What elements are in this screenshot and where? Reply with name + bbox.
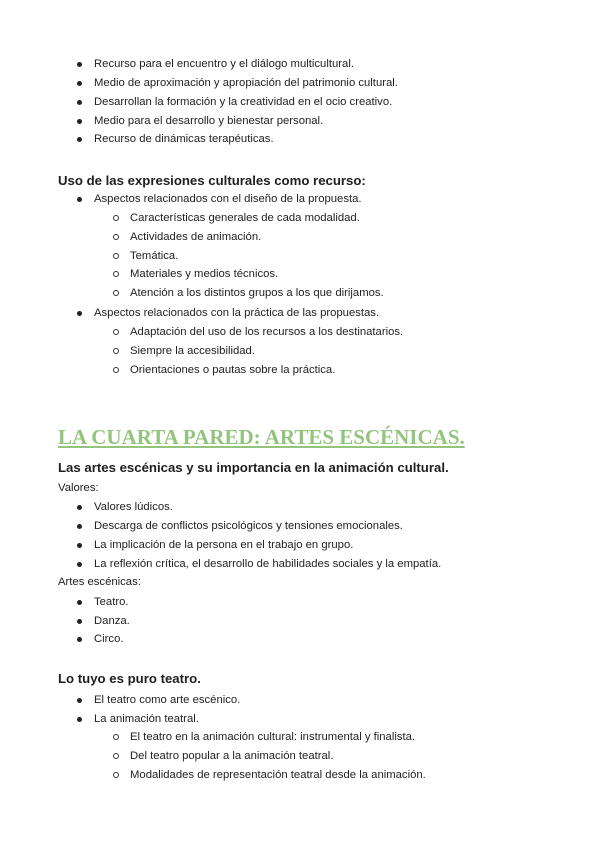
list-item: Desarrollan la formación y la creatividad en el ocio creativo. [94, 96, 393, 108]
bullet-circle [113, 772, 119, 778]
sub-list-item: Orientaciones o pautas sobre la práctica. [130, 364, 336, 376]
bullet-dot [77, 137, 82, 142]
list-item: La reflexión crítica, el desarrollo de habilidades sociales y la empatía. [94, 558, 442, 570]
bullet-dot [77, 505, 82, 510]
sub-list-item: El teatro en la animación cultural: instrumental y finalista. [130, 731, 416, 743]
bullet-circle [113, 253, 119, 259]
bullet-dot [77, 311, 82, 316]
list-item: Danza. [94, 615, 130, 627]
bullet-dot [77, 698, 82, 703]
sub-list-item: Adaptación del uso de los recursos a los destinatarios. [130, 326, 404, 338]
sub-list-item: Siempre la accesibilidad. [130, 345, 255, 357]
list-item: Descarga de conflictos psicológicos y tensiones emocionales. [94, 520, 403, 532]
escenicas-label: Artes escénicas: [58, 576, 141, 588]
bullet-circle [113, 329, 119, 335]
sub-list-item: Temática. [130, 250, 179, 262]
bullet-dot [77, 81, 82, 86]
sub-list-item: Del teatro popular a la animación teatral. [130, 750, 334, 762]
bullet-circle [113, 367, 119, 373]
bullet-dot [77, 62, 82, 67]
bullet-circle [113, 734, 119, 740]
bullet-circle [113, 234, 119, 240]
bullet-dot [77, 619, 82, 624]
list-item: Medio para el desarrollo y bienestar personal. [94, 115, 324, 127]
bullet-dot [77, 197, 82, 202]
bullet-circle [113, 348, 119, 354]
sub-list-item: Características generales de cada modalidad. [130, 212, 360, 224]
list-item: Aspectos relacionados con la práctica de las propuestas. [94, 307, 380, 319]
bullet-dot [77, 562, 82, 567]
bullet-dot [77, 717, 82, 722]
bullet-circle [113, 215, 119, 221]
bullet-dot [77, 543, 82, 548]
valores-label: Valores: [58, 482, 99, 494]
bullet-dot [77, 600, 82, 605]
list-item: Teatro. [94, 596, 129, 608]
list-item: El teatro como arte escénico. [94, 694, 241, 706]
list-item: Circo. [94, 633, 124, 645]
bullet-circle [113, 753, 119, 759]
artes-heading: Las artes escénicas y su importancia en la animación cultural. [58, 460, 449, 475]
list-item: La implicación de la persona en el trabajo en grupo. [94, 539, 354, 551]
bullet-circle [113, 290, 119, 296]
sub-list-item: Actividades de animación. [130, 231, 262, 243]
list-item: Recurso de dinámicas terapéuticas. [94, 133, 274, 145]
list-item: La animación teatral. [94, 713, 199, 725]
list-item: Medio de aproximación y apropiación del patrimonio cultural. [94, 77, 398, 89]
sub-list-item: Materiales y medios técnicos. [130, 268, 279, 280]
bullet-circle [113, 271, 119, 277]
sub-list-item: Modalidades de representación teatral desde la animación. [130, 769, 426, 781]
section-title: LA CUARTA PARED: ARTES ESCÉNICAS. [58, 425, 465, 449]
list-item: Aspectos relacionados con el diseño de la propuesta. [94, 193, 362, 205]
sub-list-item: Atención a los distintos grupos a los que dirijamos. [130, 287, 384, 299]
bullet-dot [77, 100, 82, 105]
bullet-dot [77, 119, 82, 124]
list-item: Valores lúdicos. [94, 501, 173, 513]
list-item: Recurso para el encuentro y el diálogo multicultural. [94, 58, 354, 70]
expresiones-heading: Uso de las expresiones culturales como recurso: [58, 173, 366, 188]
bullet-dot [77, 637, 82, 642]
bullet-dot [77, 524, 82, 529]
teatro-heading: Lo tuyo es puro teatro. [58, 671, 201, 686]
